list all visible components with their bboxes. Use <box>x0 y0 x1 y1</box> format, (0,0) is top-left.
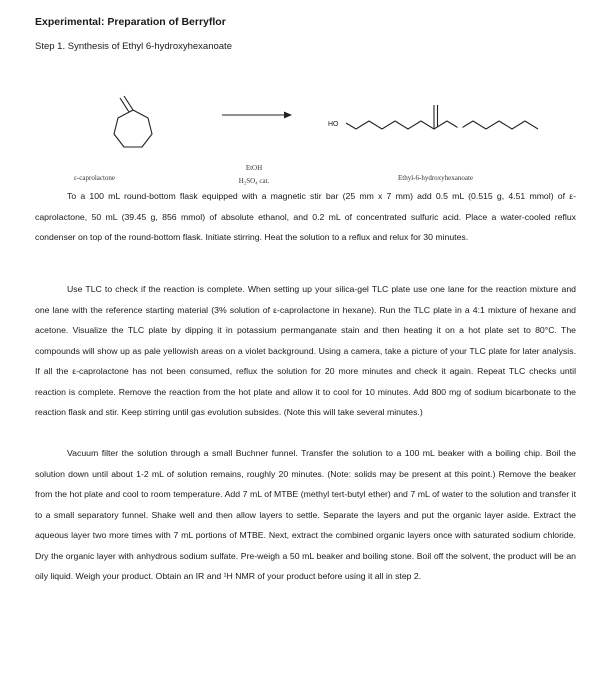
reaction-arrow-head <box>284 112 292 119</box>
reagent-ethanol: EtOH <box>245 164 263 172</box>
reagent-sulfuric-acid: H₂SO₄ cat. <box>238 177 270 185</box>
product-label: Ethyl-6-hydroxyhexanoate <box>398 174 474 182</box>
caprolactone-ring <box>114 110 152 147</box>
reaction-scheme-drawing <box>0 58 610 178</box>
caprolactone-carbonyl-bond <box>120 98 129 112</box>
step-title: Step 1. Synthesis of Ethyl 6-hydroxyhexanoate <box>35 41 232 52</box>
paragraph-3 <box>35 443 576 587</box>
caprolactone-carbonyl-bond <box>124 96 133 110</box>
document-heading: Experimental: Preparation of Berryflor <box>35 16 226 28</box>
paragraph-3-text: Vacuum filter the solution through a small Buchner funnel. Transfer the solution to a 100 mL beaker with a boiling chip. Boil the solution down until about 1-2 mL of solution remains, roughly 20 minutes. (Note: solids may be present at this point.) Remove the beaker from the hot plate and cool to room temperature. Add 7 mL of MTBE (methyl tert-butyl ether) and 7 mL of water to the solution and transfer it to a small separatory funnel. Shake well and then allow layers to settle. Separate the layers and put the organic layer aside. Extract the aqueous layer two more times with 7 mL portions of MTBE. Next, extract the combined organic layers once with saturated sodium chloride. Dry the organic layer with anhydrous sodium sulfate. Pre-weigh a 50 mL beaker and boiling stone. Boil off the solvent, the product will be an oily liquid. Weigh your product. Obtain an IR and ¹H NMR of your product before using it all in step 2. <box>35 448 576 581</box>
paragraph-2-text: Use TLC to check if the reaction is complete. When setting up your silica-gel TLC plate use one lane for the reaction mixture and one lane with the reference starting material (3% solution of ε-caprolactone in hexane). Run the TLC plate in a 4:1 mixture of hexane and acetone. Visualize the TLC plate by dipping it in potassium permanganate stain and then heating it on a hot plate set to 80°C. The compounds will show up as pale yellowish areas on a violet background. Using a camera, take a picture of your TLC plate for later analysis. If all the ε-caprolactone has not been consumed, reflux the solution for 20 more minutes and check it again. Repeat TLC checks until reaction is complete. Remove the reaction from the hot plate and allow it to cool for 10 minutes. Add 800 mg of sodium bicarbonate to the reaction flask and stir. Keep stirring until gas evolution subsides. (Note this will take several minutes.) <box>35 284 576 417</box>
reaction-scheme <box>0 58 610 185</box>
product-ether-oxygen <box>457 126 463 132</box>
paragraph-2 <box>35 279 576 423</box>
paragraph-1 <box>35 186 576 248</box>
product-ho-label: HO <box>328 121 339 128</box>
paragraph-1-text: To a 100 mL round-bottom flask equipped with a magnetic stir bar (25 mm x 7 mm) add 0.5 mL (0.515 g, 4.51 mmol) of ε-caprolactone, 50 mL (39.45 g, 856 mmol) of absolute ethanol, and 0.2 mL of concentrated sulfuric acid. Place a water-cooled reflux condenser on top of the round-bottom flask. Initiate stirring. Heat the solution to a reflux and relux for 30 minutes. <box>35 191 576 242</box>
product-chain <box>346 121 538 129</box>
reactant-label: ε-caprolactone <box>74 174 116 182</box>
